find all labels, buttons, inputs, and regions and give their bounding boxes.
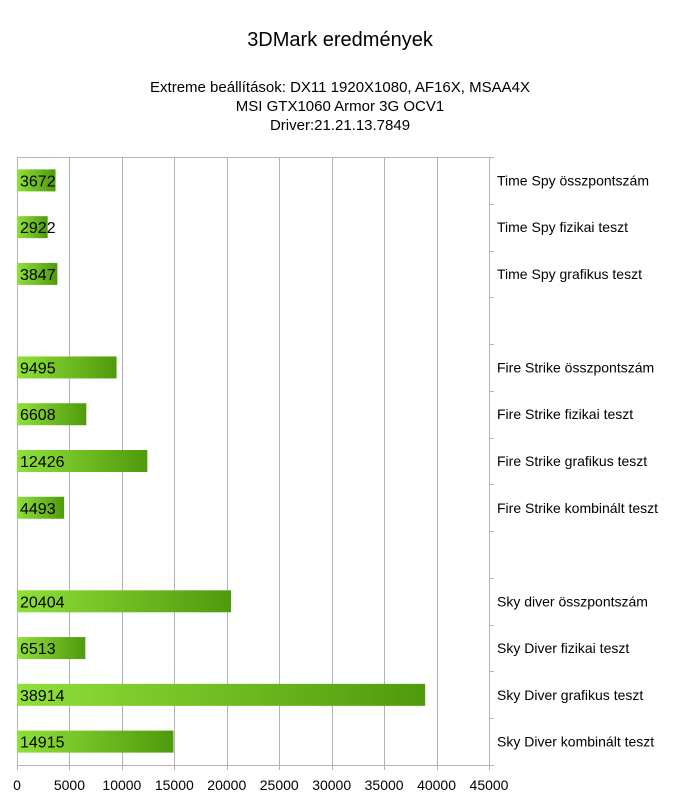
category-label: Sky Diver kombinált teszt <box>497 733 655 750</box>
x-tick-label: 10000 <box>102 777 142 793</box>
chart-subtitle-settings: Extreme beállítások: DX11 1920X1080, AF16X, MSAA4X <box>150 79 530 96</box>
bars <box>17 169 425 752</box>
x-tick-label: 0 <box>13 777 21 793</box>
category-label: Time Spy fizikai teszt <box>497 219 628 236</box>
bar-value-label: 3847 <box>20 266 56 284</box>
category-label: Fire Strike grafikus teszt <box>497 453 648 469</box>
chart-subtitle-gpu: MSI GTX1060 Armor 3G OCV1 <box>235 98 445 115</box>
bar-value-label: 2922 <box>20 220 56 238</box>
bar-value-label: 6608 <box>20 407 56 425</box>
bar-value-label: 6513 <box>20 641 56 659</box>
chart-subtitle-driver: Driver:21.21.13.7849 <box>269 117 411 134</box>
x-tick-label: 25000 <box>259 777 299 793</box>
category-label: Time Spy összpontszám <box>497 172 649 189</box>
x-tick-label: 15000 <box>154 777 194 793</box>
bar-value-label: 4493 <box>20 500 56 518</box>
x-tick-label: 35000 <box>364 777 404 793</box>
category-label: Time Spy grafikus teszt <box>497 265 642 282</box>
x-tick-label: 40000 <box>417 777 457 793</box>
x-tick-label: 20000 <box>207 777 247 793</box>
x-axis-ticks <box>13 777 509 793</box>
bar-value-label: 3672 <box>20 173 56 191</box>
category-label: Sky diver összpontszám <box>497 593 648 610</box>
x-tick-label: 5000 <box>53 777 86 793</box>
chart-title: 3DMark eredmények <box>247 29 433 51</box>
category-label: Fire Strike összpontszám <box>497 359 655 376</box>
bar-value-label: 14915 <box>20 734 65 752</box>
bar-value-label: 20404 <box>20 594 65 612</box>
category-labels <box>497 172 658 749</box>
category-label: Sky Diver fizikai teszt <box>497 640 630 657</box>
category-label: Sky Diver grafikus teszt <box>497 686 644 703</box>
bar <box>17 684 425 706</box>
x-tick-label: 30000 <box>312 777 352 793</box>
category-label: Fire Strike fizikai teszt <box>497 406 634 423</box>
x-tick-label: 45000 <box>469 777 509 793</box>
bar-value-label: 12426 <box>20 454 65 471</box>
category-label: Fire Strike kombinált teszt <box>497 499 659 516</box>
bar-value-label: 38914 <box>20 687 65 705</box>
bar-value-label: 9495 <box>20 360 56 378</box>
